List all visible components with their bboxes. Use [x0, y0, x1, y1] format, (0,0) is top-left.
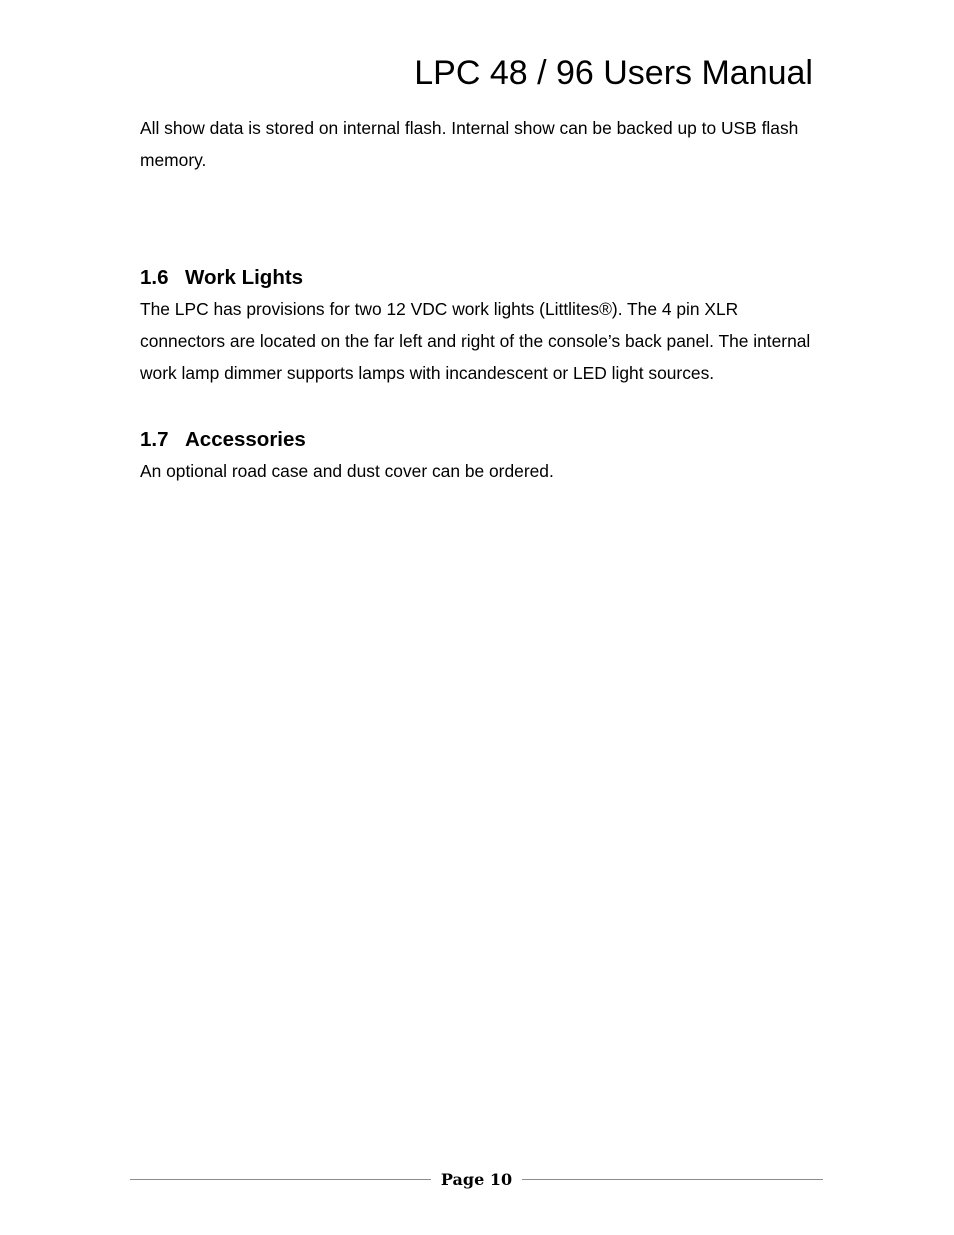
- section-body: The LPC has provisions for two 12 VDC work lights (Littlites®). The 4 pin XLR connectors are located on the far left and right of the console’s back panel. The internal work lamp dimmer supports lamps with incandescent or LED light sources.: [140, 299, 811, 383]
- section-title: Accessories: [185, 428, 306, 451]
- document-title: LPC 48 / 96 Users Manual: [414, 54, 813, 92]
- section-title: Work Lights: [185, 266, 304, 289]
- intro-paragraph: All show data is stored on internal flash. Internal show can be backed up to USB flash memory.: [140, 118, 799, 170]
- section-heading: [140, 425, 820, 455]
- page-footer: [130, 1165, 823, 1193]
- section-number: 1.6: [140, 266, 169, 289]
- section-body: An optional road case and dust cover can be ordered.: [140, 461, 554, 481]
- section-work-lights: [140, 263, 820, 389]
- page-content: [140, 112, 820, 487]
- section-number: 1.7: [140, 428, 169, 451]
- page-number: Page 10: [440, 1169, 513, 1189]
- footer-rule-left: [130, 1179, 431, 1180]
- section-accessories: [140, 425, 820, 487]
- footer-rule-right: [522, 1179, 823, 1180]
- section-heading: [140, 263, 820, 293]
